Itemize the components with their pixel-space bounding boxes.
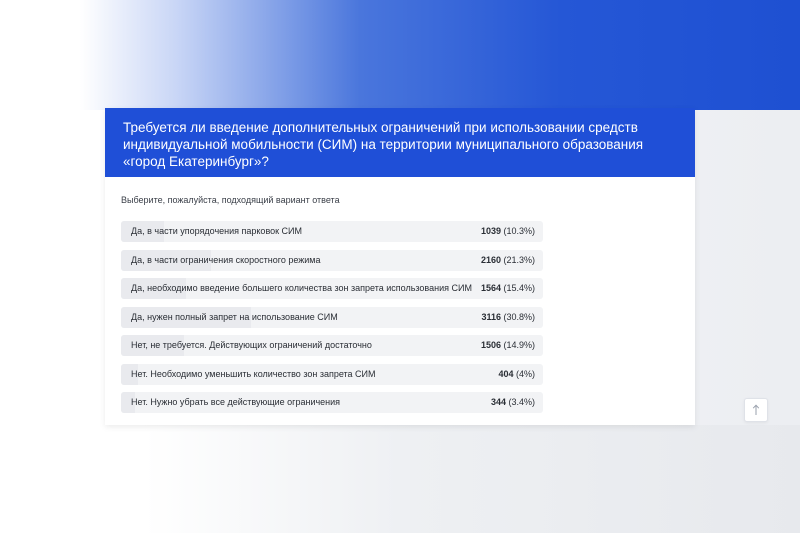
poll-options [121,221,679,413]
hero-banner [0,0,800,110]
poll-option-percent: (21.3%) [503,254,535,265]
poll-option-percent: (30.8%) [503,311,535,322]
poll-option-label: Нет. Необходимо уменьшить количество зон запрета СИМ [131,368,376,379]
poll-option-percent: (4%) [515,368,535,379]
poll-option-result [481,278,535,299]
poll-option-percent: (15.4%) [503,283,535,293]
poll-option[interactable] [121,250,543,271]
poll-option-result [481,221,535,242]
poll-option-result [481,335,535,356]
poll-option-count: 404 [498,368,514,379]
poll-option-label: Да, в части упорядочения парковок СИМ [131,226,303,236]
poll-option[interactable] [121,221,543,242]
poll-option-count: 1039 [480,226,501,236]
poll-option[interactable] [121,335,543,356]
poll-option-count: 1506 [480,340,501,350]
poll-option-result [481,250,535,271]
poll-option[interactable] [121,278,543,299]
poll-option-percent: (10.3%) [503,226,535,236]
poll-option-label: Да, нужен полный запрет на использование СИМ [131,311,338,322]
scroll-to-top-button[interactable] [744,398,768,422]
poll-option-percent: (14.9%) [503,340,535,350]
poll-option-label: Нет. Нужно убрать все действующие ограничения [131,397,341,407]
poll-option[interactable] [121,364,543,385]
poll-option-label: Нет, не требуется. Действующих ограничений достаточно [131,340,372,350]
poll-option-count: 3116 [481,311,501,322]
footer-area [0,425,800,533]
poll-option-label: Да, необходимо введение большего количества зон запрета использования СИМ [131,283,472,293]
poll-option-count: 2160 [480,254,501,265]
poll-option-result [498,364,535,385]
poll-hint: Выберите, пожалуйста, подходящий вариант ответа [121,195,340,205]
poll-option-count: 1564 [480,283,501,293]
poll-option-label: Да, в части ограничения скоростного режима [131,254,321,265]
poll-question: Требуется ли введение дополнительных ограничений при использовании средств индивидуальной мобильности (СИМ) на территории муниципального образования «город Екатеринбург»? [105,108,695,177]
poll-card [105,108,695,425]
poll-option[interactable] [121,307,543,328]
poll-option-percent: (3.4%) [508,397,535,407]
poll-body [105,177,695,413]
arrow-up-icon [752,404,760,416]
poll-option-result [481,307,535,328]
poll-option-count: 344 [490,397,506,407]
poll-option[interactable] [121,392,543,413]
poll-option-result [491,392,535,413]
